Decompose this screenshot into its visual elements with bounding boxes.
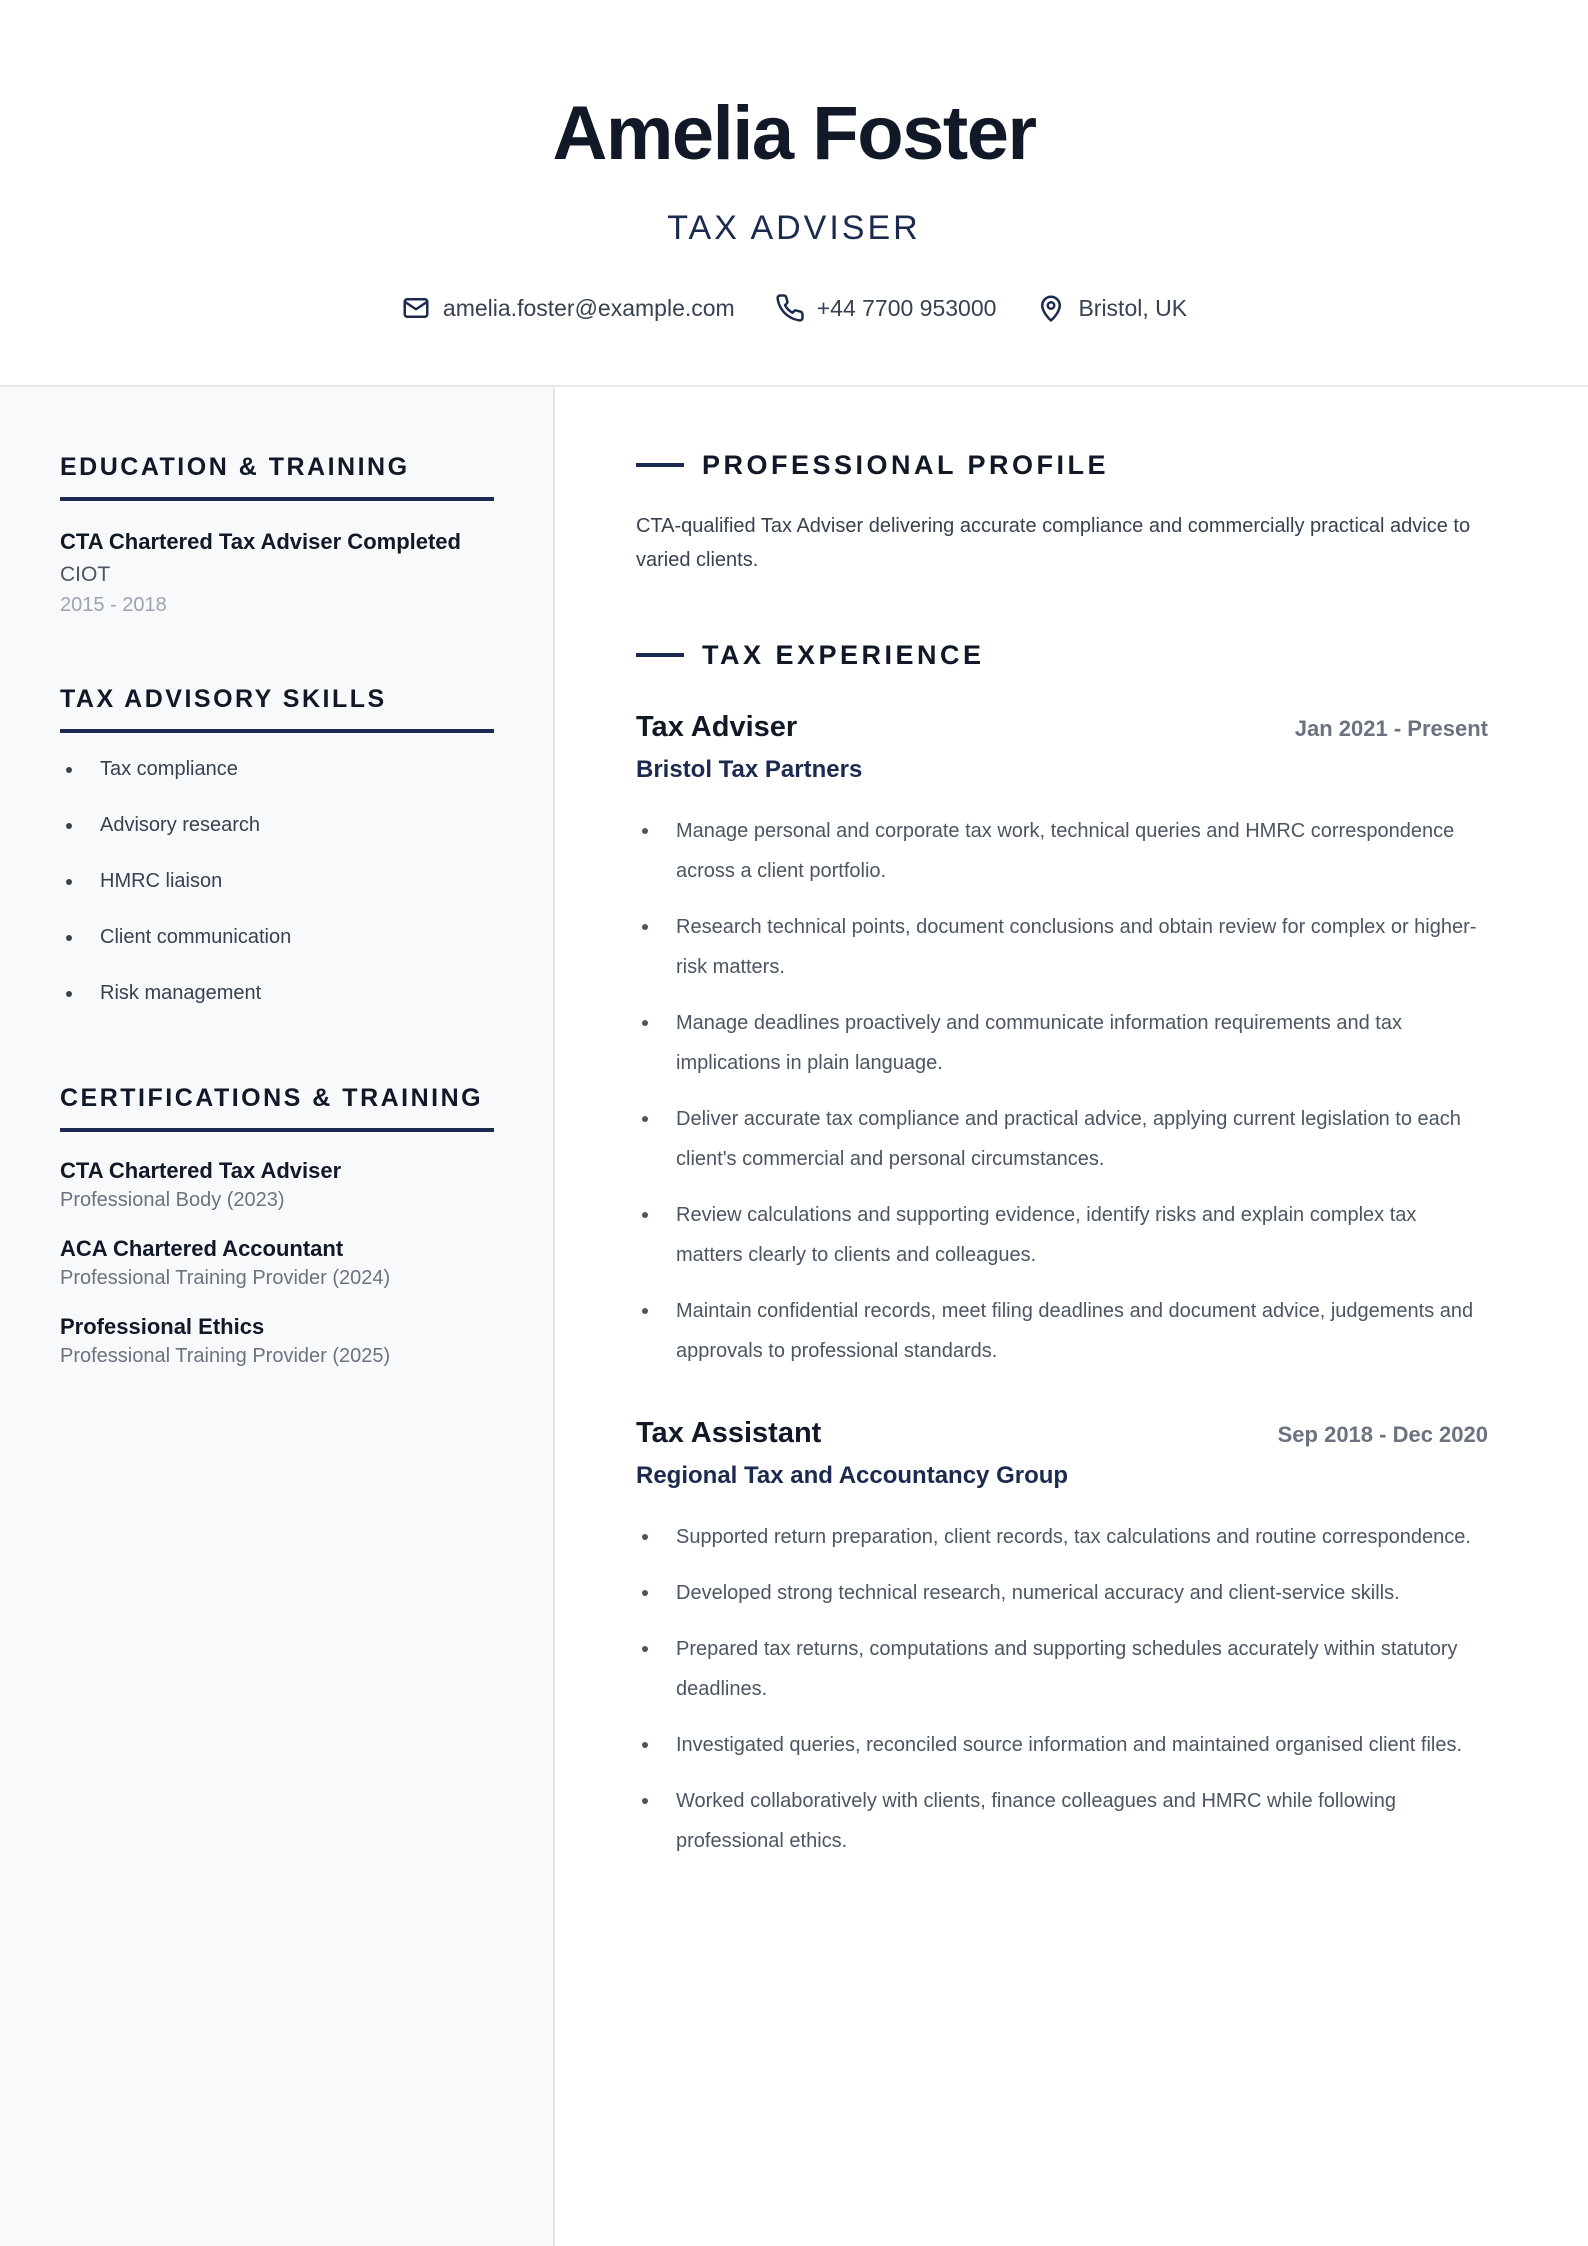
sidebar — [0, 387, 555, 2246]
experience-heading-text: TAX EXPERIENCE — [702, 640, 985, 670]
experience-heading — [636, 637, 985, 673]
education-title: CTA Chartered Tax Adviser Completed — [60, 529, 461, 554]
certification-org: Professional Training Provider (2024) — [60, 1267, 391, 1289]
job-bullet: Manage deadlines proactively and communicate information requirements and tax implications in plain language. — [636, 1003, 1488, 1083]
phone-text: +44 7700 953000 — [816, 295, 997, 321]
skill-item: Risk management — [60, 977, 494, 1009]
certification-item — [60, 1234, 494, 1292]
certifications-heading: CERTIFICATIONS & TRAINING — [60, 1080, 494, 1132]
certification-item — [60, 1312, 494, 1370]
job-bullet: Maintain confidential records, meet filing deadlines and document advice, judgements and approvals to professional standards. — [636, 1291, 1488, 1371]
skill-item: Advisory research — [60, 809, 494, 841]
profile-heading — [636, 447, 1109, 483]
heading-accent-bar — [636, 653, 684, 657]
job-bullet: Manage personal and corporate tax work, technical queries and HMRC correspondence across a client portfolio. — [636, 811, 1488, 891]
job-dates: Jan 2021 - Present — [1294, 716, 1488, 741]
contact-location — [1036, 290, 1187, 326]
job-header — [636, 707, 1488, 749]
education-org: CIOT — [60, 563, 111, 586]
phone-icon — [775, 293, 805, 323]
skill-item: Tax compliance — [60, 753, 494, 785]
certifications-section — [60, 1080, 494, 1370]
skills-section — [60, 681, 494, 1033]
job-bullets — [636, 811, 1488, 1371]
contact-phone[interactable] — [775, 290, 997, 326]
job-bullet: Deliver accurate tax compliance and practical advice, applying current legislation to each client's commercial and personal circumstances. — [636, 1099, 1488, 1179]
job-company: Regional Tax and Accountancy Group — [636, 1462, 1069, 1489]
email-text: amelia.foster@example.com — [442, 295, 735, 321]
candidate-name: Amelia Foster — [552, 91, 1036, 176]
skill-item: HMRC liaison — [60, 865, 494, 897]
education-dates: 2015 - 2018 — [60, 594, 167, 616]
certification-name: Professional Ethics — [60, 1314, 265, 1339]
profile-heading-text: PROFESSIONAL PROFILE — [702, 450, 1110, 480]
job-bullets — [636, 1517, 1488, 1861]
resume-header — [0, 0, 1588, 387]
job-bullet: Research technical points, document conclusions and obtain review for complex or higher-risk matters. — [636, 907, 1488, 987]
certification-org: Professional Body (2023) — [60, 1189, 285, 1211]
heading-accent-bar — [636, 463, 684, 467]
certification-name: CTA Chartered Tax Adviser — [60, 1158, 342, 1183]
job-title: TAX ADVISER — [667, 209, 921, 247]
contact-email[interactable] — [401, 290, 735, 326]
job-header — [636, 1413, 1488, 1455]
job-company: Bristol Tax Partners — [636, 756, 863, 783]
job-position: Tax Adviser — [636, 711, 798, 743]
skills-list — [60, 753, 494, 1009]
location-pin-icon — [1036, 293, 1066, 323]
mail-icon — [401, 293, 431, 323]
job-dates: Sep 2018 - Dec 2020 — [1277, 1422, 1488, 1447]
certification-item — [60, 1156, 494, 1214]
profile-summary: CTA-qualified Tax Adviser delivering accurate compliance and commercially practical advice to varied clients. — [636, 515, 1471, 571]
education-heading: EDUCATION & TRAINING — [60, 449, 494, 501]
job-entry — [636, 1413, 1488, 1877]
job-bullet: Review calculations and supporting evidence, identify risks and explain complex tax matters clearly to clients and colleagues. — [636, 1195, 1488, 1275]
location-text: Bristol, UK — [1078, 295, 1188, 321]
contact-bar — [0, 290, 1588, 326]
job-bullet: Investigated queries, reconciled source information and maintained organised client files. — [636, 1725, 1488, 1765]
education-section — [60, 449, 494, 619]
job-bullet: Supported return preparation, client records, tax calculations and routine correspondence. — [636, 1517, 1488, 1557]
job-bullet: Developed strong technical research, numerical accuracy and client-service skills. — [636, 1573, 1488, 1613]
skill-item: Client communication — [60, 921, 494, 953]
job-bullet: Prepared tax returns, computations and supporting schedules accurately within statutory deadlines. — [636, 1629, 1488, 1709]
certification-org: Professional Training Provider (2025) — [60, 1345, 391, 1367]
job-position: Tax Assistant — [636, 1417, 822, 1449]
job-entry — [636, 707, 1488, 1387]
skills-heading: TAX ADVISORY SKILLS — [60, 681, 494, 733]
certification-name: ACA Chartered Accountant — [60, 1236, 344, 1261]
job-bullet: Worked collaboratively with clients, finance colleagues and HMRC while following professional ethics. — [636, 1781, 1488, 1861]
